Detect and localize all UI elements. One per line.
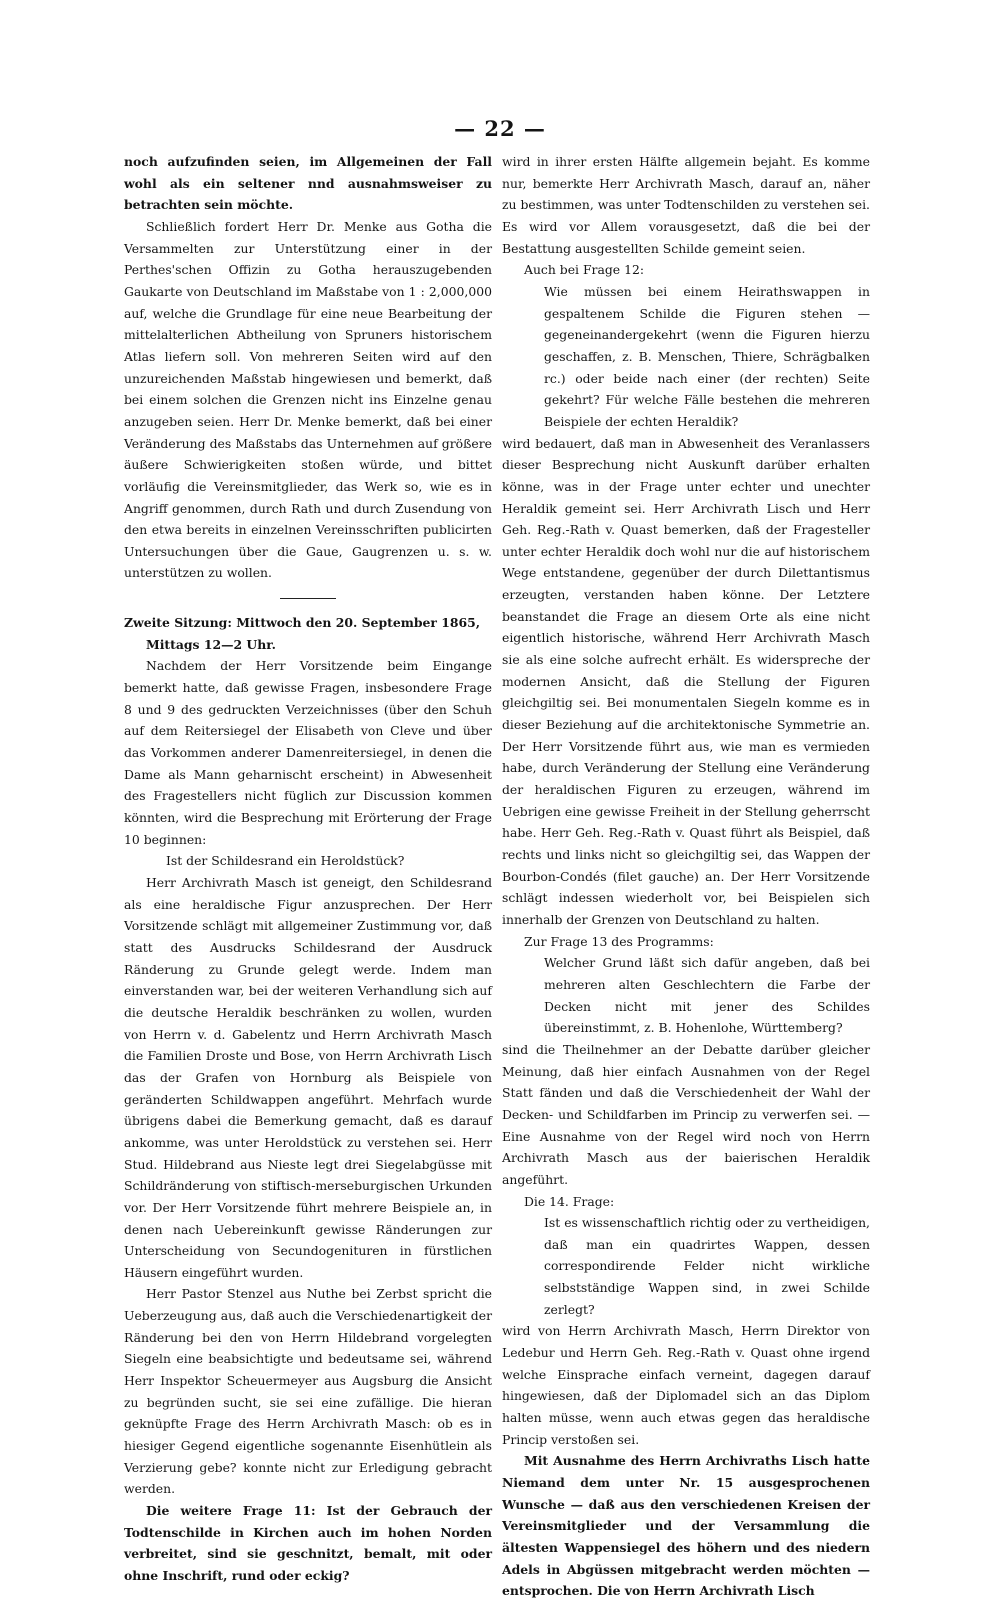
paragraph: Herr Archivrath Masch ist geneigt, den Schildesrand als eine heraldische Figur anzusprechen. Der Herr Vorsitzende schlägt mit allgemeiner Zustimmung vor, daß statt des Ausdrucks Schildesrand der Ausdruck Ränderung zu Grunde gelegt werde. Indem man einverstanden war, bei der weiteren Verhandlung sich auf die deutsche Heraldik beschränken zu wollen, wurden von Herrn v. d. Gabelentz und Herrn Archivrath Masch die Familien Droste und Bose, von Herrn Archivrath Lisch das der Grafen von Hornburg als Beispiele von geränderten Schildwappen angeführt. Mehrfach wurde übrigens dabei die Bemerkung gemacht, daß es darauf ankomme, was unter Heroldstück zu verstehen sei. Herr Stud. Hildebrand aus Nieste legt drei Siegelabgüsse mit Schildränderung von stiftisch-merseburgischen Urkunden vor. Der Herr Vorsitzende führt mehrere Beispiele an, in denen nach Uebereinkunft gewisse Ränderungen zur Unterscheidung von Secundogenituren in fürstlichen Häusern eingeführt wurden. (124, 875, 492, 1280)
paragraph: wird bedauert, daß man in Abwesenheit des Veranlassers dieser Besprechung nicht Auskunft darüber erhalten könne, was in der Frage unter echter und unechter Heraldik gemeint sei. Herr Archivrath Lisch und Herr Geh. Reg.-Rath v. Quast bemerken, daß der Fragesteller unter echter Heraldik doch wohl nur die auf historischem Wege entstandene, gegenüber der durch Dilettantismus erzeugten, verstanden haben könne. Der Letztere beanstandet die Frage an diesem Orte als eine nicht eigentlich historische, während Herr Archivrath Masch sie als eine solche aufrecht erhält. Es widerspreche der modernen Ansicht, daß die Stellung der Figuren gleichgiltig sei. Bei monumentalen Siegeln komme es in dieser Beziehung auf die architektonische Symmetrie an. Der Herr Vorsitzende führt aus, wie man es vermieden habe, durch Veränderung der Stellung eine Veränderung der heraldischen Figuren zu erzeugen, während im Uebrigen eine gewisse Freiheit in der Stellung geherrscht habe. Herr Geh. Reg.-Rath v. Quast führt als Beispiel, daß rechts und links nicht so gleichgiltig sei, das Wappen der Bourbon-Condés (filet gauche) an. Der Herr Vorsitzende schlägt indessen wiederholt vor, bei Beispielen sich innerhalb der Grenzen von Deutschland zu halten. (502, 435, 870, 927)
paragraph: Auch bei Frage 12: (524, 262, 645, 278)
paragraph: Zur Frage 13 des Programms: (524, 933, 714, 949)
paragraph: Schließlich fordert Herr Dr. Menke aus Gotha die Versammelten zur Unterstützung einer in der Perthes'schen Offizin zu Gotha herauszugebenden Gaukarte von Deutschland im Maßstabe von 1 : 2,000,000 auf, welche die Grundlage für eine neue Bearbeitung der mittelalterlichen Abtheilung von Spruners historischem Atlas liefern soll. Von mehreren Seiten wird auf den unzureichenden Maßstab hingewiesen und bemerkt, daß bei einem solchen die Grenzen nicht ins Einzelne genau anzugeben seien. Herr Dr. Menke bemerkt, daß bei einer Veränderung des Maßstabs das Unternehmen auf größere äußere Schwierigkeiten stoßen würde, und bittet vorläufig die Vereinsmitglieder, das Werk so, wie es in Angriff genommen, durch Rath und durch Zusendung von den etwa bereits in einzelnen Vereinsschriften publicirten Untersuchungen über die Gaue, Gaugrenzen u. s. w. unterstützen zu wollen. (124, 218, 492, 581)
question: Welcher Grund läßt sich dafür angeben, daß bei mehreren alten Geschlechtern die Farbe der Decken nicht mit jener des Schildes übereinstimmt, z. B. Hohenlohe, Württemberg? (544, 955, 870, 1036)
section-divider (280, 598, 336, 599)
paragraph: Nachdem der Herr Vorsitzende beim Eingange bemerkt hatte, daß gewisse Fragen, insbesondere Frage 8 und 9 des gedruckten Verzeichnisses (über den Schuh auf dem Reitersiegel der Elisabeth von Cleve und über das Vorkommen anderer Damenreitersiegel, in denen die Dame als Mann geharnischt erscheint) in Abwesenheit des Fragestellers nicht füglich zur Discussion kommen könnten, wird die Besprechung mit Erörterung der Frage 10 beginnen: (124, 658, 492, 847)
paragraph: sind die Theilnehmer an der Debatte darüber gleicher Meinung, daß hier einfach Ausnahmen von der Regel Statt fänden und daß die Verschiedenheit der Wahl der Decken- und Schildfarben im Princip zu verwerfen sei. — Eine Ausnahme von der Regel wird noch von Herrn Archivrath Masch aus der baierischen Heraldik angeführt. (502, 1041, 870, 1187)
paragraph: wird von Herrn Archivrath Masch, Herrn Direktor von Ledebur und Herrn Geh. Reg.-Rath v. Quast ohne irgend welche Einsprache einfach verneint, dagegen darauf hingewiesen, daß der Diplomadel sich an das Diplom halten müsse, wenn auch etwas gegen das heraldische Princip verstoßen sei. (502, 1323, 870, 1447)
question: Wie müssen bei einem Heirathswappen in gespaltenem Schilde die Figuren stehen — gegeneinandergekehrt (wenn die Figuren hierzu geschaffen, z. B. Menschen, Thiere, Schrägbalken rc.) oder beide nach einer (der rechten) Seite gekehrt? Für welche Fälle bestehen die mehreren Beispiele der echten Heraldik? (544, 283, 870, 429)
paragraph: Herr Pastor Stenzel aus Nuthe bei Zerbst spricht die Ueberzeugung aus, daß auch die Verschiedenartigkeit der Ränderung bei den von Herrn Hildebrand vorgelegten Siegeln eine beabsichtigte und bedeutsame sei, während Herr Inspektor Scheuermeyer aus Augsburg die Ansicht zu begründen sucht, sie sei eine zufällige. Die hieran geknüpfte Frage des Herrn Archivrath Masch: ob es in hiesiger Gegend eigentliche sogenannte Eisenhütlein als Verzierung gebe? konnte nicht zur Erledigung gebracht werden. (124, 1286, 492, 1497)
section-heading: Mittags 12—2 Uhr. (146, 636, 276, 652)
question: Ist der Schildesrand ein Heroldstück? (166, 853, 405, 869)
paragraph: Die 14. Frage: (524, 1193, 615, 1209)
page-number: — 22 — (454, 116, 546, 141)
paragraph: wird in ihrer ersten Hälfte allgemein bejaht. Es komme nur, bemerkte Herr Archivrath Masch, darauf an, näher zu bestimmen, was unter Todtenschilden zu verstehen sei. Es wird vor Allem vorausgesetzt, daß die bei der Bestattung ausgestellten Schilde gemeint seien. (502, 154, 870, 256)
section-heading: Zweite Sitzung: Mittwoch den 20. September 1865, (124, 615, 481, 631)
paragraph: Mit Ausnahme des Herrn Archivraths Lisch hatte Niemand dem unter Nr. 15 ausgesprochenen Wunsche — daß aus den verschiedenen Kreisen der Vereinsmitglieder und der Versammlung die ältesten Wappensiegel des höhern und des niedern Adels in Abgüssen mitgebracht werden möchten — entsprochen. Die von Herrn Archivrath Lisch (502, 1453, 870, 1599)
right-column (502, 151, 870, 1602)
left-column (124, 151, 492, 1587)
paragraph: noch aufzufinden seien, im Allgemeinen der Fall wohl als ein seltener nnd ausnahmsweiser zu betrachten sein möchte. (124, 154, 492, 213)
question: Ist es wissenschaftlich richtig oder zu vertheidigen, daß man ein quadrirtes Wappen, dessen correspondirende Felder nicht wirkliche selbstständige Wappen sind, in zwei Schilde zerlegt? (544, 1215, 870, 1317)
paragraph: Die weitere Frage 11: Ist der Gebrauch der Todtenschilde in Kirchen auch im hohen Norden verbreitet, sind sie geschnitzt, bemalt, mit oder ohne Inschrift, rund oder eckig? (124, 1503, 492, 1583)
